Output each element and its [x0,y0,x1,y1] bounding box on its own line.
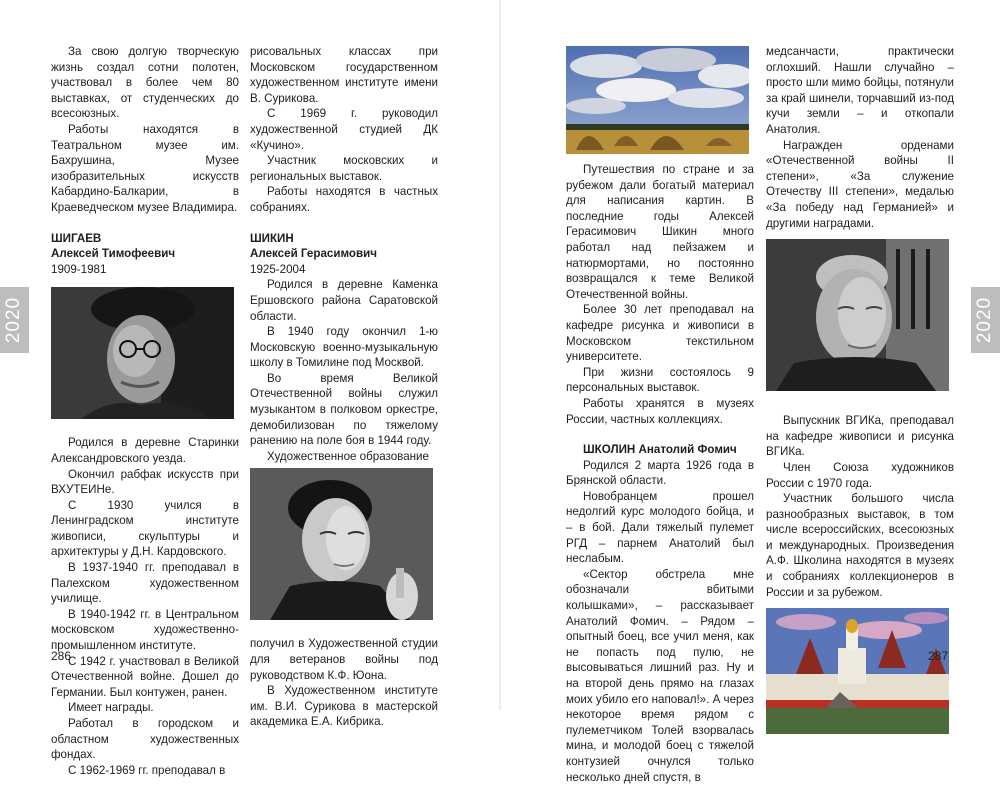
paragraph: В 1940-1942 гг. в Центральном московском художественно-промышленном институте. [51,607,239,653]
paragraph: рисовальных классах при Московском государственном художественном институте имени В. Сурикова. [250,45,438,105]
portrait-photo [766,239,949,391]
artist-surname: ШКОЛИН [583,443,636,457]
artist-given-names: Алексей Тимофеевич [51,247,176,261]
paragraph: Награжден орденами «Отечественной войны II степени», «За служение Отечеству III степени», медалью «За победу над Германией» и другими наградами. [766,138,954,230]
paragraph: Работы хранятся в музеях России, частных коллекциях. [566,396,754,426]
column-2 [250,44,438,730]
paragraph: С 1969 г. руководил художественной студией ДК «Кучино». [250,107,438,152]
paragraph: С 1962-1969 гг. преподавал в [68,763,226,777]
year-tab-right [971,287,1000,353]
paragraph: Работал в городском и областном художественных фондах. [51,717,239,762]
paragraph: Новобранцем прошел недолгий курс молодого бойца, и – в бой. Дали тяжелый пулемет РГД – парнем Анатолий был неслабым. [566,489,754,566]
paragraph: В 1940 году окончил 1-ю Московскую военно-музыкальную школу в Томилине под Москвой. [250,325,438,370]
paragraph: Работы находятся в Театральном музее им. Бахрушина, Музее изобразительных искусств Кабардино-Балкарии, в Краеведческом музее Владимира. [51,122,239,214]
page-number-left: 286 [51,649,72,663]
paragraph: За свою долгую творческую жизнь создал сотни полотен, участвовал в более чем 80 выставках, от студенческих до всесоюзных. [51,45,239,121]
year-tab-label: 2020 [3,296,25,344]
paragraph: Выпускник ВГИКа, преподавал на кафедре живописи и рисунка ВГИКа. [766,414,954,459]
paragraph: Родился в деревне Каменка Ершовского района Саратовской области. [250,278,438,323]
paragraph: «Сектор обстрела мне обозначали вбитыми колышками», – рассказывает Анатолий Фомич. – Рядом – опытный боец, все учил меня, как не попасть под пулю, не высовываться лишний раз. Ну и на второй день прямо на глазах моих убило его наповал!». А через некоторое время рядом с пулеметчиком Толей взорвалась мина, и молодой боец с тяжелой контузией очнулся только несколько дней спустя, в [566,567,754,784]
paragraph: Окончил рабфак искусств при ВХУТЕИНе. [51,467,239,497]
column-1 [51,44,239,778]
paragraph: Участник московских и региональных выставок. [250,154,438,183]
paragraph: Имеет награды. [68,701,154,715]
paragraph: С 1930 учился в Ленинградском институте живописи, скульптуры и архитектуры у Д.Н. Кардовского. [51,498,239,559]
artist-surname: ШИКИН [250,231,294,245]
year-tab-label: 2020 [974,296,996,344]
painting-image [566,46,749,154]
artist-years: 1925-2004 [250,262,306,276]
artist-surname: ШИГАЕВ [51,231,102,245]
shkolin-portrait [766,239,949,391]
paragraph: Художественное образование [267,449,429,463]
paragraph: Родился 2 марта 1926 года в Брянской области. [566,458,754,488]
paragraph: Родился в деревне Старинки Александровского уезда. [51,436,239,465]
shigaev-portrait [51,287,234,419]
paragraph: Во время Великой Отечественной войны служил музыкантом в полковом оркестре, демобилизован по тяжелому ранению на поле боя в 1944 году. [250,371,438,448]
column-3 [566,44,754,785]
book-gutter [499,0,501,710]
artist-given-names: Анатолий Фомич [638,443,737,457]
paragraph: С 1942 г. участвовал в Великой Отечественной войне. Дошел до Германии. Был контужен, ранен. [51,654,239,699]
painting-image [766,608,949,734]
monastery-painting [766,608,949,734]
portrait-photo [250,468,433,620]
paragraph: Член Союза художников России с 1970 года. [766,460,954,490]
column-4 [766,44,954,752]
paragraph: получил в Художественной студии для ветеранов войны под руководством К.Ф. Юона. [250,637,438,682]
portrait-photo [51,287,234,419]
artist-years: 1909-1981 [51,262,107,276]
shikin-portrait [250,468,433,620]
year-tab-left [0,287,29,353]
landscape-painting [566,46,749,154]
paragraph: В Художественном институте им. В.И. Сурикова в мастерской академика Е.А. Кибрика. [250,684,438,729]
paragraph: При жизни состоялось 9 персональных выставок. [566,365,754,395]
paragraph: медсанчасти, практически оглохший. Нашли случайно – просто шли мимо бойцы, потянули за край шинели, торчавший из-под кучи земли – и откопали Анатолия. [766,45,954,136]
paragraph: Участник большого числа разнообразных выставок, в том числе всероссийских, всесоюзных и международных. Произведения А.Ф. Школина находятся в музеях и собраниях коллекционеров в России и за рубежом. [766,492,954,599]
paragraph: Работы находятся в частных собраниях. [250,185,438,214]
artist-given-names: Алексей Герасимович [250,247,377,261]
paragraph: В 1937-1940 гг. преподавал в Палехском художественном училище. [51,561,239,606]
paragraph: Путешествия по стране и за рубежом дали богатый материал для написания картин. В последние годы Алексей Герасимович Шикин много работал над пейзажем и натюрмортами, но постоянно возвращался к теме Великой Отечественной войны. [566,163,754,301]
page-number-right: 287 [928,649,949,663]
paragraph: Более 30 лет преподавал на кафедре рисунка и живописи в Московском текстильном университете. [566,303,754,364]
